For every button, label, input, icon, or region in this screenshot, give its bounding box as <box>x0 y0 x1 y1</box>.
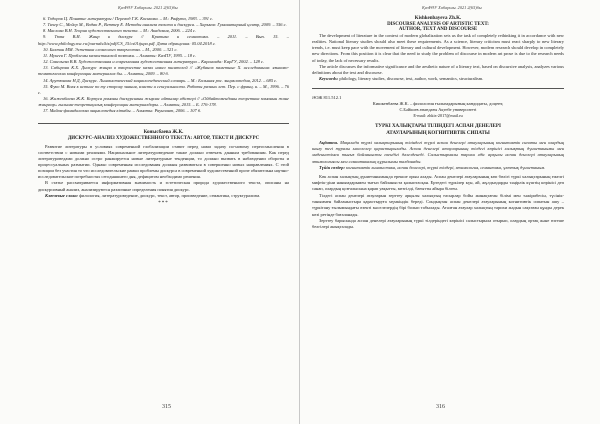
page-number: 315 <box>162 404 171 410</box>
reference-item: 14. Арутюнова Н.Д. Дискурс. Лингвистический энциклопедический словарь. – М.: Большая рос. энциклопедия, 2012. – 685 с. <box>43 77 278 83</box>
reference-item: 13. Сабирова К.Х. Дискурс жанра в творчестве казах навел писателей // «Жубанов паметные Х. исследования: языково-тематических конференции материалах бы. – Алматы, 2009. – 80 б. <box>38 65 289 77</box>
en-paragraph: The development of literature in the context of modern globalization sets us the task of completely rethinking it in accordance with new realities. National literary studies should also meet these requirements. As a science, literary criticism must react sharply to new literary trends, i.e. must keep pace with the movement of literary and cultural development. However, modern research should develop in completely new directions. From this position it is clear that the need to study the problem of discourse in modern art prose is due to the research needs of today, the lack of necessary results. <box>312 33 564 63</box>
reference-item: 9. Тюпа В.И. Жанр и дискурс // Критика и семиотика. – 2011. – Вып. 15. – http://www.philology.nsc.ru/journals/kis/pdf/CS_15/cs01tjupa.pdf. Дата обращения: 05.04.2018 г. <box>38 34 289 46</box>
kz-article-body <box>312 174 564 231</box>
reference-item: 8. Маслова В.Н. Теория художественного текста. – М.: Академия, 2006. – 224 с. <box>43 28 197 34</box>
reference-item: 17. Майон-фамидалеква энциклопедия кітабы. – Алматы: Рауноант, 2006. – 107 б. <box>43 108 202 114</box>
abstract-paragraph: В статье рассматривается информативная значимость и эстетическая природа художественного текста, описаны на дискурсивный анализ, анализируются различные определения понятия дискурс. <box>38 180 289 192</box>
kz-title-line: ТУРКІ ХАЛЫҚТАРЫ ТІЛІНДЕГІ АСПАН ДЕНЕЛЕРІ <box>375 124 501 130</box>
body-paragraph: Көк аспан халықтың дүниетанымында ерекше орын алады. Аспан денелері атауларының көп бөлігі түркі халықтарының ежелгі мифтік-діни нанымдарымен тығыз байланыста қалыптасқан. Ертедегі түркілер күн, ай, жұлдыздарды тәңірлік күштің көрінісі деп санап, олардың қозғалысына қарап уақытты, мезгілді, бағытты айыра білген. <box>312 173 564 192</box>
page-number: 316 <box>436 404 445 410</box>
article-abstract <box>38 144 289 199</box>
kz-author-line: Кишкенбаева Ж.К. – филология ғылымдарының кандидаты, доцент, <box>372 101 504 107</box>
body-paragraph: Тілдегі аспан денелері атауларын зерттеу арқылы халықтың ғасырлар бойы жинақтаған білімі мен тәжірибесін, түсінік-таныммен байланыстыра қарастыруға мүмкіндік береді. Сондықтан аспан денелері атауларының когнитивтік сипатын ашу – түркітану ғылымындағы өзекті мәселелердің бірі болып табылады. Аталған атаулар халықтың тарихи жадын сақтаған құнды дерек көзі ретінде бағаланады. <box>312 192 564 217</box>
kz-affiliation: С.Бәйішев атындағы Ақтөбе университеті <box>399 107 477 113</box>
kz-abstract-paragraph <box>312 140 564 165</box>
abstract-text: Мақалада түркі халықтарының тіліндегі түрлі аспан денелері атауларының когнитивтік сипаты мен олардың шығу тегі туралы мәселелер қарастырылады. Аспан денелері атауларының тілдегі көрінісі халықтың дүниетанымы мен мәдениетімен тығыз байланысты екендігі дәлелденеді. Салыстырмалы тарихи әдіс арқылы аспан денелері атауларының этимологиясы мен семантикалық құрылымы талданады. <box>312 140 565 164</box>
reference-item: 11. Мукеев Г. Проблемы казахстанской поэтики. – Алматы: КазПУ, 1995. – 18 с. <box>43 52 197 58</box>
en-article-author: Kishkenbayeva Zh.K. <box>414 16 462 21</box>
udc-code: ӘОЖ 811.512.1 <box>312 95 342 101</box>
running-head: ҚазҰӨУ Хабаршы. 2021 2(65)бы <box>118 5 178 10</box>
en-keywords-text: philology, literary studies, discourse, text, author, work, semantics, structuralism. <box>339 76 484 82</box>
en-title-line: AUTHOR, TEXT AND DISCOURSE <box>398 27 478 32</box>
right-page <box>300 0 600 424</box>
abstract-label: Аңдатпа. <box>319 140 339 146</box>
reference-item: 12. Савельева В.В. Художественная и современная художественная литература – Караганда: КарГУ, 2002. – 128 с. <box>43 59 265 65</box>
section-divider <box>38 123 289 124</box>
en-abstract <box>312 33 564 82</box>
section-divider <box>312 88 564 89</box>
kz-keywords-line <box>312 165 564 171</box>
reference-item: 16. Жижекбаева Ж.К. Корпуса романы дискурсивны жырлас айтылар әдістері // «Ойбайтеменданы теоретика заманын жане жанрлар» ғылыми-теоретиқалық конференции материалдары. – Алматы, 2015. – Б. 176-178. <box>38 96 289 108</box>
keywords-text: филология, литературоведение, дискурс, текст, автор, произведение, семантика, структурализм. <box>79 192 261 198</box>
kz-title-line: АТАУЛАРЫНЫҢ КОГНИТИВТІК СИПАТЫ <box>386 130 490 136</box>
stars-separator: *** <box>158 200 169 206</box>
reference-item: 6. Тодоров Ц. Понятие литературы / Перевод Г.К. Косикова. – М.: Рафута, 1983. – 391 с. <box>43 16 214 21</box>
running-head: ҚазҰӨУ Хабаршы. 2021 2(65)бы <box>422 5 482 10</box>
en-keywords-line <box>312 76 564 82</box>
kz-keywords-label: Түйін сөздер: <box>319 164 345 170</box>
en-title-line: DISCOURSE ANALYSIS OF ARTISTIC TEXT: <box>387 22 489 27</box>
kz-abstract <box>312 140 564 171</box>
keywords-line <box>38 193 289 199</box>
reference-item: 10. Бахтин ММ. Эстетика словесного творчества. – М., 2000. – 321 с. <box>43 46 178 52</box>
reference-item: 7. Тичер С., Мейер М., Водак Р., Веттер Е. Методы анализа текста и дискурса. – Харьков: Гуманитарный центр, 2009. – 356 с. <box>43 22 287 28</box>
abstract-paragraph: Развитие литературы в условиях современной глобализации ставит перед нами задачу по-новому переосмысления в соответствии с новыми реалиями. Национальное литературоведение также должно отвечать данным требованиям. Как перед литературоведами должно остро ранжируется новые литературные тенденции, то должно вызвать в наблюдении обороты и процессуальных размытии. Однако современная исследования должны развиваться в совершенно новых направлениях. С этой позиции без участия то что исследовательские рамки проблемы дискурса в современной художественной прозе обязательна научно-исследовательские потребностях сегодняшнего дня, дефицитом необходимо решения. <box>38 143 289 180</box>
reference-item: 15. Фуко М. Воля к истине по ту сторону знания, власти и сексуальности. Работы разных лет. Пер. с франц. и. – М., 1996. – 76 с. <box>38 83 289 95</box>
kz-keywords-text: когнитивтік лингвистика, аспан денелері, түркі тілдері, этимология, семантика, ұлттық дүниетаным. <box>346 164 546 170</box>
article-title: ДИСКУРС-АНАЛИЗ ХУДОЖЕСТВЕННОГО ТЕКСТА: АВТОР, ТЕКСТ И ДИСКУРС <box>67 135 260 141</box>
article-author: Конысбаева Ж.К. <box>143 129 184 135</box>
keywords-label: Ключевые слова: <box>45 192 79 198</box>
reference-list <box>38 16 289 115</box>
en-paragraph: The article discusses the informative significance and the aesthetic nature of a literary text, based on discursive analysis, analyzes various definitions about the text and discourse. <box>312 63 564 75</box>
kz-article-title <box>312 124 564 137</box>
en-article-title <box>312 22 564 32</box>
kz-email: E-mail: zhkis-2017@mail.ru <box>413 113 463 119</box>
body-paragraph: Зерттеу барысында аспан денелері атауларының түркі тілдеріндегі көрінісі салыстырыла отырып, олардың ортақ және өзгеше белгілері анықталады. <box>312 217 564 230</box>
en-keywords-label: Keywords: <box>319 76 339 82</box>
